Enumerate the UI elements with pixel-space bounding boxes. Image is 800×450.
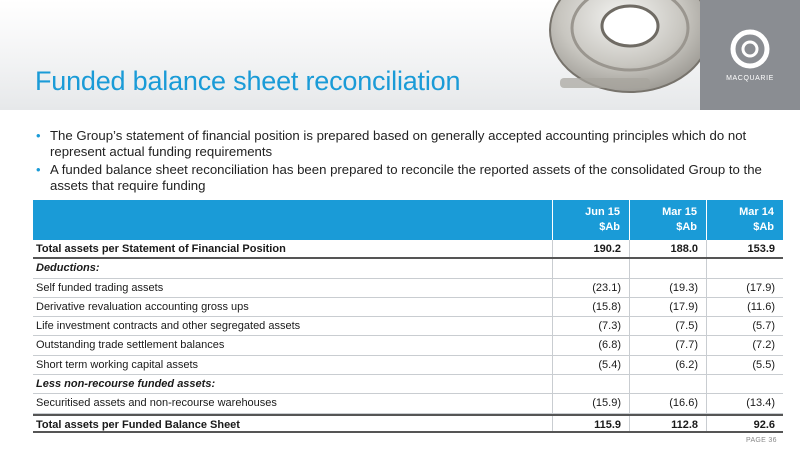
cell-value: (7.2) <box>706 336 783 354</box>
cell-value <box>706 259 783 277</box>
column-header-mar14: Mar 14 $Ab <box>706 200 783 240</box>
cell-value: (13.4) <box>706 394 783 412</box>
column-header-jun15: Jun 15 $Ab <box>552 200 629 240</box>
row-label: Securitised assets and non-recourse warehouses <box>36 397 277 410</box>
cell-value: (7.7) <box>629 336 706 354</box>
table-row <box>33 375 783 394</box>
cell-value <box>629 375 706 393</box>
cell-value: (17.9) <box>706 279 783 297</box>
row-label: Short term working capital assets <box>36 358 199 371</box>
cell-value: 190.2 <box>552 240 629 257</box>
table-header <box>33 200 783 240</box>
table-row <box>33 279 783 298</box>
reconciliation-table <box>33 200 783 433</box>
cell-value: (16.6) <box>629 394 706 412</box>
page-title: Funded balance sheet reconciliation <box>35 66 461 96</box>
cell-value <box>552 259 629 277</box>
cell-value <box>552 375 629 393</box>
row-label: Total assets per Statement of Financial Position <box>36 243 286 255</box>
bullet-item: • A funded balance sheet reconciliation has been prepared to reconcile the reported assets of the consolidated Group to the assets that require funding <box>36 162 781 194</box>
cell-value: (7.3) <box>552 317 629 335</box>
coin-image <box>530 0 700 110</box>
cell-value: (5.7) <box>706 317 783 335</box>
cell-value: (6.8) <box>552 336 629 354</box>
table-row <box>33 394 783 413</box>
column-header-mar15: Mar 15 $Ab <box>629 200 706 240</box>
table-row <box>33 240 783 259</box>
cell-value: 112.8 <box>629 416 706 431</box>
cell-value <box>706 375 783 393</box>
logo-text: MACQUARIE <box>726 74 774 82</box>
cell-value: (5.4) <box>552 356 629 374</box>
bullet-item: • The Group’s statement of financial position is prepared based on generally accepted accounting principles which do not represent actual funding requirements <box>36 128 781 160</box>
cell-value: (15.8) <box>552 298 629 316</box>
cell-value: (5.5) <box>706 356 783 374</box>
cell-value: 153.9 <box>706 240 783 257</box>
row-label: Total assets per Funded Balance Sheet <box>36 418 240 431</box>
cell-value: (19.3) <box>629 279 706 297</box>
header-label-cell <box>33 200 552 240</box>
cell-value: (6.2) <box>629 356 706 374</box>
cell-value: 115.9 <box>552 416 629 431</box>
cell-value: (11.6) <box>706 298 783 316</box>
table-row <box>33 259 783 278</box>
macquarie-logo <box>700 0 800 110</box>
cell-value: 92.6 <box>706 416 783 431</box>
cell-value: (7.5) <box>629 317 706 335</box>
cell-value <box>629 259 706 277</box>
row-label: Outstanding trade settlement balances <box>36 339 225 352</box>
table-row <box>33 317 783 336</box>
logo-icon <box>730 29 770 69</box>
cell-value: (23.1) <box>552 279 629 297</box>
table-row-total <box>33 414 783 433</box>
cell-value: (15.9) <box>552 394 629 412</box>
table-row <box>33 336 783 355</box>
cell-value: (17.9) <box>629 298 706 316</box>
page-number: PAGE 36 <box>746 437 777 444</box>
row-label: Life investment contracts and other segregated assets <box>36 320 301 333</box>
row-label: Deductions: <box>36 262 100 275</box>
bullet-list <box>36 128 781 196</box>
table-row <box>33 298 783 317</box>
row-label: Derivative revaluation accounting gross ups <box>36 300 249 313</box>
table-row <box>33 356 783 375</box>
row-label: Self funded trading assets <box>36 281 164 294</box>
row-label: Less non-recourse funded assets: <box>36 378 216 391</box>
cell-value: 188.0 <box>629 240 706 257</box>
